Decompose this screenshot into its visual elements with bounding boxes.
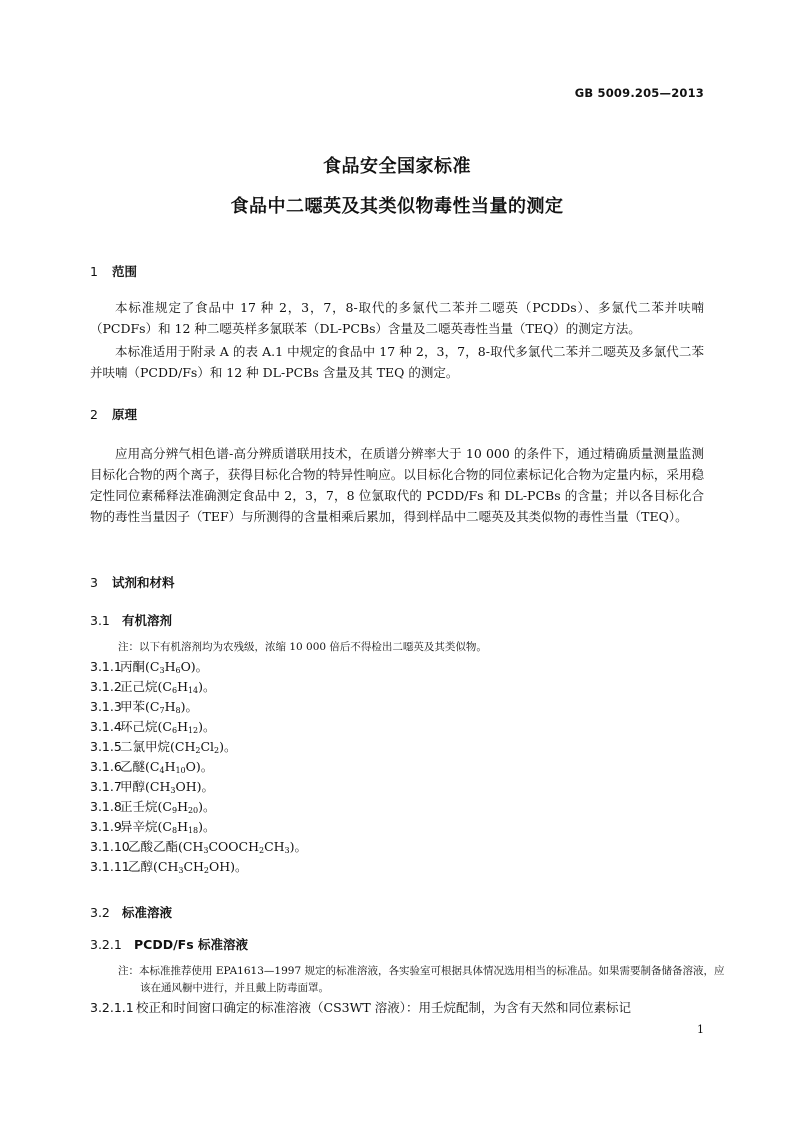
formula-part: )。	[289, 839, 308, 854]
list-item	[90, 777, 307, 797]
section-1-heading	[90, 262, 137, 280]
section-number: 3.2.1.1	[90, 1000, 134, 1015]
section-2-heading	[90, 405, 137, 423]
section-number: 2	[90, 407, 98, 422]
formula-part: (C	[157, 799, 172, 814]
solvent-name: 乙酸乙酯	[128, 839, 179, 854]
chemical-formula	[170, 739, 236, 754]
formula-part: (C	[145, 659, 160, 674]
solvent-name: 环己烷	[120, 719, 158, 734]
formula-part: H	[164, 699, 176, 714]
formula-subscript: 3	[178, 866, 184, 875]
formula-part: H	[177, 719, 188, 734]
solvent-name: 正壬烷	[120, 799, 158, 814]
list-item	[90, 657, 307, 677]
formula-part: )。	[198, 679, 216, 694]
list-item	[90, 697, 307, 717]
formula-part: (CH	[170, 739, 196, 754]
item-number: 3.1.3	[90, 699, 122, 714]
section-number: 3.2.1	[90, 937, 122, 952]
formula-subscript: 2	[214, 746, 220, 755]
solvent-name: 丙酮	[120, 659, 146, 674]
item-number: 3.1.5	[90, 739, 122, 754]
section-3-1-heading	[90, 611, 172, 629]
section-number: 3	[90, 575, 98, 590]
page-number: 1	[697, 1023, 704, 1036]
formula-part: H	[164, 659, 176, 674]
list-item	[90, 737, 307, 757]
item-number: 3.1.1	[90, 659, 122, 674]
section-number: 1	[90, 264, 98, 279]
list-item	[90, 717, 307, 737]
formula-part: (C	[157, 679, 172, 694]
chemical-formula	[158, 719, 216, 734]
chemical-formula	[158, 819, 216, 834]
formula-subscript: 12	[187, 726, 199, 735]
formula-part: (CH	[145, 779, 171, 794]
item-number: 3.1.8	[90, 799, 122, 814]
formula-part: OH)。	[209, 859, 248, 874]
formula-part: (C	[145, 759, 160, 774]
section-number: 3.2	[90, 905, 110, 920]
formula-subscript: 3	[170, 786, 176, 795]
formula-part: H	[177, 819, 188, 834]
section-title: 范围	[112, 264, 138, 279]
section-title: PCDD/Fs 标准溶液	[134, 937, 248, 952]
chemical-formula	[158, 679, 216, 694]
formula-part: )。	[198, 799, 216, 814]
formula-subscript: 20	[187, 806, 199, 815]
formula-subscript: 2	[258, 846, 265, 855]
formula-subscript: 9	[171, 806, 178, 815]
formula-part: (C	[157, 719, 172, 734]
section-title: 试剂和材料	[112, 575, 175, 590]
chemical-formula	[145, 779, 214, 794]
formula-part: CH	[183, 859, 204, 874]
formula-subscript: 8	[171, 826, 178, 835]
formula-part: OH)。	[175, 779, 214, 794]
chemical-formula	[178, 839, 307, 854]
section-3-heading	[90, 573, 175, 591]
formula-part: (CH	[178, 839, 204, 854]
formula-subscript: 3	[159, 666, 165, 675]
solvent-name: 甲醇	[120, 779, 146, 794]
solvent-name: 乙醇	[128, 859, 154, 874]
section-1-paragraph-2: 本标准适用于附录 A 的表 A.1 中规定的食品中 17 种 2，3，7，8-取代多氯代二苯并二噁英及多氯代二苯并呋喃（PCDD/Fs）和 12 种 DL-PCBs 含量及其 TEQ 的测定。	[90, 344, 704, 380]
item-number: 3.1.2	[90, 679, 122, 694]
formula-part: )。	[219, 739, 237, 754]
formula-subscript: 4	[159, 766, 165, 775]
formula-subscript: 6	[175, 666, 181, 675]
solvent-name: 二氯甲烷	[120, 739, 171, 754]
note-organic-solvents: 注：以下有机溶剂均为农残级，浓缩 10 000 倍后不得检出二噁英及其类似物。	[118, 641, 487, 653]
list-item	[90, 837, 307, 857]
formula-subscript: 18	[187, 826, 199, 835]
section-title: 标准溶液	[122, 905, 173, 920]
solvent-list	[90, 657, 307, 877]
section-3-2-1-heading	[90, 935, 248, 953]
formula-part: COOCH	[208, 839, 259, 854]
document-subtitle: 食品中二噁英及其类似物毒性当量的测定	[230, 196, 564, 217]
formula-part: O)。	[185, 759, 214, 774]
standard-number: GB 5009.205—2013	[574, 86, 704, 100]
formula-part: (CH	[153, 859, 179, 874]
item-number: 3.1.9	[90, 819, 122, 834]
item-number: 3.1.10	[90, 839, 130, 854]
formula-subscript: 6	[171, 686, 178, 695]
formula-part: CH	[264, 839, 285, 854]
formula-part: O)。	[180, 659, 209, 674]
list-item	[90, 677, 307, 697]
section-number: 3.1	[90, 613, 110, 628]
section-3-2-1-1-text	[90, 998, 704, 1016]
solvent-name: 正己烷	[120, 679, 158, 694]
section-title: 原理	[112, 407, 138, 422]
solvent-name: 异辛烷	[120, 819, 158, 834]
chemical-formula	[145, 699, 198, 714]
chemical-formula	[145, 659, 208, 674]
item-number: 3.1.4	[90, 719, 122, 734]
formula-part: )。	[198, 819, 216, 834]
note-standard-solutions: 注：本标准推荐使用 EPA1613—1997 规定的标准溶液，各实验室可根据具体情况选用相当的标准品。如果需要制备储备溶液，应该在通风橱中进行，并且戴上防毒面罩。	[118, 965, 725, 994]
formula-part: H	[164, 759, 176, 774]
section-3-2-heading	[90, 903, 172, 921]
formula-part: H	[177, 679, 188, 694]
section-2-paragraph-1: 应用高分辨气相色谱-高分辨质谱联用技术，在质谱分辨率大于 10 000 的条件下，通过精确质量测量监测目标化合物的两个离子，获得目标化合物的特异性响应。以目标化合物的同位素标记化合物为定量内标，采用稳定性同位素稀释法准确测定食品中 2，3，7，8 位氯取代的 PCDD/Fs 和 DL-PCBs 的含量；并以各目标化合物的毒性当量因子（TEF）与所测得的含量相乘后累加，得到样品中二噁英及其类似物的毒性当量（TEQ）。	[90, 446, 704, 524]
item-text: 校正和时间窗口确定的标准溶液（CS3WT 溶液）：用壬烷配制，为含有天然和同位素标记	[136, 1000, 631, 1015]
solvent-name: 甲苯	[120, 699, 146, 714]
formula-part: (C	[145, 699, 160, 714]
list-item	[90, 797, 307, 817]
formula-subscript: 6	[171, 726, 178, 735]
formula-part: (C	[157, 819, 172, 834]
item-number: 3.1.6	[90, 759, 122, 774]
formula-subscript: 2	[203, 866, 210, 875]
chemical-formula	[158, 799, 216, 814]
formula-subscript: 7	[159, 706, 165, 715]
chemical-formula	[145, 759, 213, 774]
document-title: 食品安全国家标准	[323, 156, 471, 177]
section-title: 有机溶剂	[122, 613, 173, 628]
formula-subscript: 3	[284, 846, 290, 855]
formula-subscript: 14	[187, 686, 199, 695]
item-number: 3.1.11	[90, 859, 130, 874]
formula-part: H	[177, 799, 188, 814]
formula-subscript: 10	[175, 766, 186, 775]
formula-part: )。	[198, 719, 216, 734]
solvent-name: 乙醚	[120, 759, 146, 774]
list-item	[90, 817, 307, 837]
formula-subscript: 8	[175, 706, 181, 715]
formula-subscript: 2	[195, 746, 201, 755]
list-item	[90, 857, 307, 877]
formula-part: Cl	[200, 739, 215, 754]
section-1-paragraph-1: 本标准规定了食品中 17 种 2，3，7，8-取代的多氯代二苯并二噁英（PCDDs）、多氯代二苯并呋喃（PCDFs）和 12 种二噁英样多氯联苯（DL-PCBs）含量及二噁英毒性当量（TEQ）的测定方法。	[90, 300, 704, 336]
list-item	[90, 757, 307, 777]
chemical-formula	[153, 859, 248, 874]
item-number: 3.1.7	[90, 779, 122, 794]
formula-part: )。	[180, 699, 198, 714]
formula-subscript: 3	[203, 846, 209, 855]
